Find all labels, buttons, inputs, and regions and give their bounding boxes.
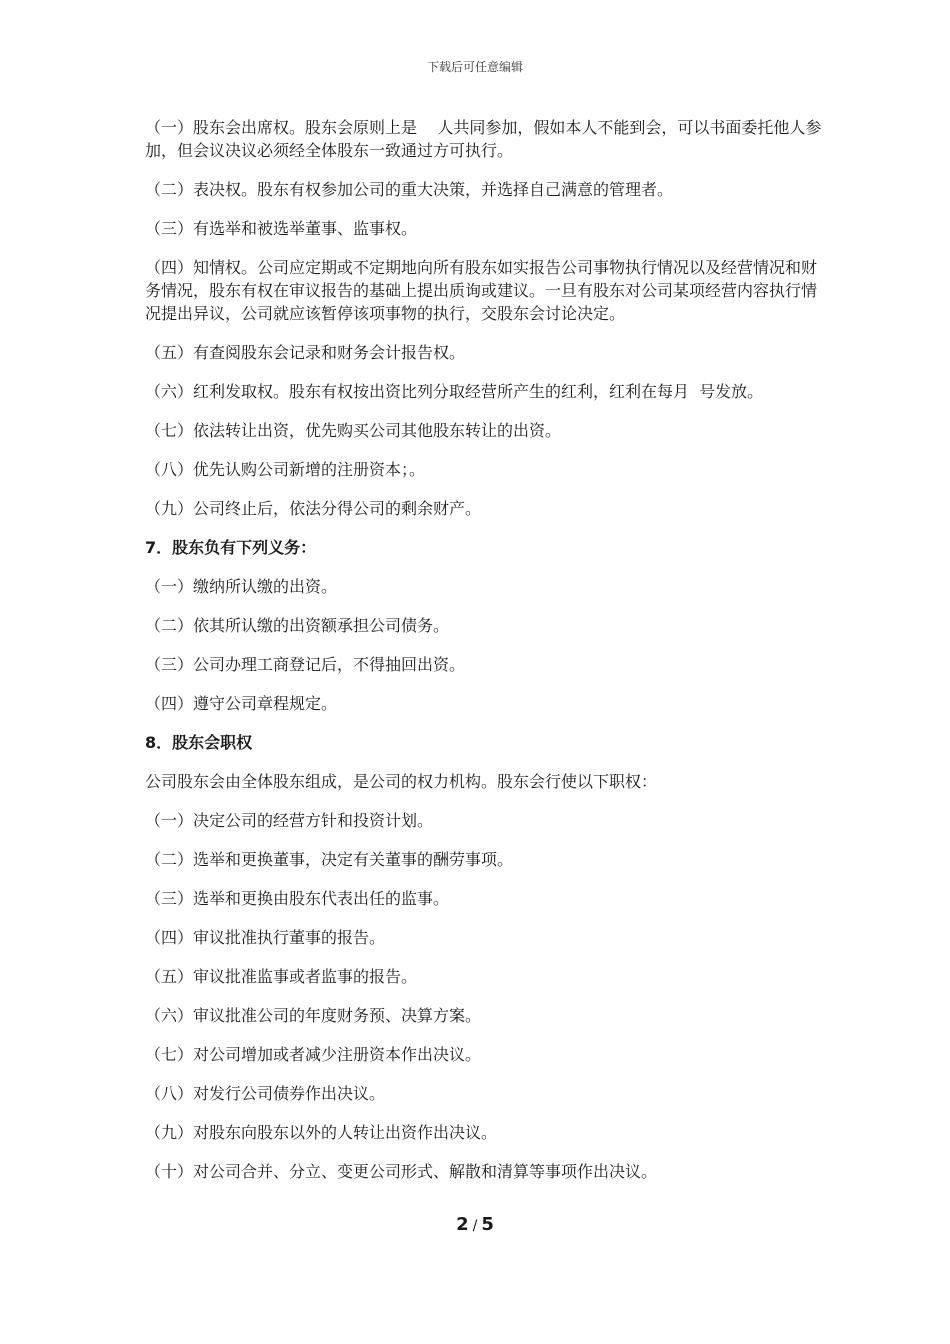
paragraph: （七）对公司增加或者减少注册资本作出决议。 [145,1045,482,1064]
paragraph: （二）表决权。股东有权参加公司的重大决策，并选择自己满意的管理者。 [145,180,674,199]
page-number [0,1214,950,1235]
paragraph: （四）知情权。公司应定期或不定期地向所有股东如实报告公司事物执行情况以及经营情况和财务情况，股东有权在审议报告的基础上提出质询或建议。一旦有股东对公司某项经营内容执行情况提出异议，公司就应该暂停该项事物的执行，交股东会讨论决定。 [145,258,818,323]
page-separator: / [472,1218,478,1234]
paragraph: （四）遵守公司章程规定。 [145,694,338,713]
total-pages: 5 [481,1214,494,1235]
current-page: 2 [456,1214,469,1235]
paragraph: （八）优先认购公司新增的注册资本；。 [145,460,426,479]
paragraph: （三）有选举和被选举董事、监事权。 [145,219,418,238]
paragraph: （十）对公司合并、分立、变更公司形式、解散和清算等事项作出决议。 [145,1162,658,1181]
paragraph: （二）选举和更换董事，决定有关董事的酬劳事项。 [145,850,514,869]
page-header: 下载后可任意编辑 [426,60,523,74]
paragraph: （九）对股东向股东以外的人转让出资作出决议。 [145,1123,498,1142]
paragraph: （五）有查阅股东会记录和财务会计报告权。 [145,343,466,362]
paragraph: （三）公司办理工商登记后，不得抽回出资。 [145,655,466,674]
paragraph: 公司股东会由全体股东组成，是公司的权力机构。股东会行使以下职权： [145,772,658,791]
document-body [145,116,825,1199]
paragraph: （一）决定公司的经营方针和投资计划。 [145,811,434,830]
paragraph: （一）股东会出席权。股东会原则上是 人共同参加，假如本人不能到会，可以书面委托他人参加，但会议决议必须经全体股东一致通过方可执行。 [145,118,822,160]
paragraph: （三）选举和更换由股东代表出任的监事。 [145,889,450,908]
paragraph: （二）依其所认缴的出资额承担公司债务。 [145,616,450,635]
section-heading: 8．股东会职权 [145,733,253,752]
section-heading: 7．股东负有下列义务： [145,538,317,557]
paragraph: （四）审议批准执行董事的报告。 [145,928,386,947]
paragraph: （六）红利发取权。股东有权按出资比列分取经营所产生的红利，红利在每月 号发放。 [145,382,764,401]
paragraph: （八）对发行公司债券作出决议。 [145,1084,386,1103]
paragraph: （六）审议批准公司的年度财务预、决算方案。 [145,1006,482,1025]
paragraph: （五）审议批准监事或者监事的报告。 [145,967,418,986]
paragraph: （九）公司终止后，依法分得公司的剩余财产。 [145,499,482,518]
paragraph: （一）缴纳所认缴的出资。 [145,577,338,596]
paragraph: （七）依法转让出资，优先购买公司其他股东转让的出资。 [145,421,562,440]
